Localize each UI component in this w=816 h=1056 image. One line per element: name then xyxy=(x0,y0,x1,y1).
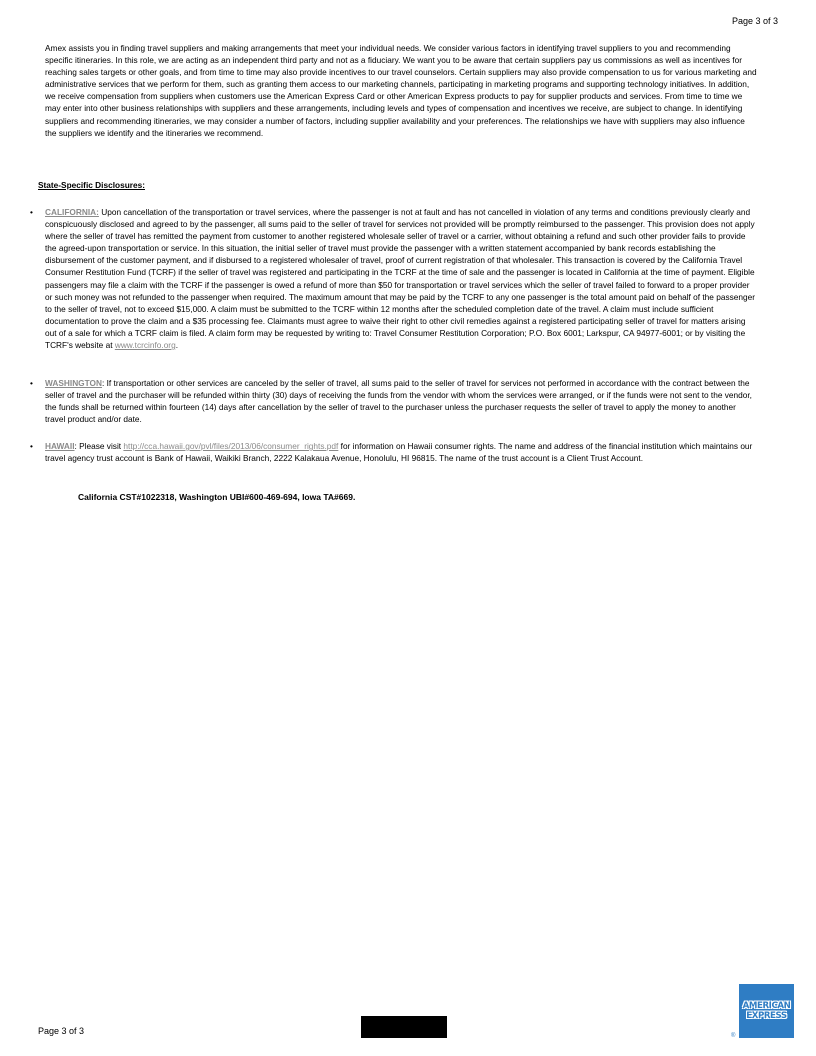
california-text-end: . xyxy=(175,340,179,351)
supplier-relationship-paragraph: Amex assists you in finding travel suppliers and making arrangements that meet your individual needs. We consider various factors in identifying travel suppliers to you and recommending specific itineraries. In this role, we are acting as an independent third party and not as a fiduciary. We want you to be aware that certain suppliers pay us commissions as well as incentives for reaching sales targets or other goals, and from time to time may also provide incentives to our travel counselors. Certain suppliers may also provide compensation to us for various marketing and administrative services that we perform for them, such as granting them access to our marketing channels, participating in marketing programs and supporting technology initiatives. In addition, we receive compensation from suppliers when customers use the American Express Card or other American Express products to pay for supplier products and services. From time to time we may enter into other business relationships with suppliers and these arrangements, including levels and types of compensation and incentives we receive, are subject to change. In identifying suppliers and recommending itineraries, we may consider a number of factors, including supplier availability and your preferences. The relationships we have with suppliers may also influence the suppliers we identify and the itineraries we recommend. xyxy=(45,43,757,138)
washington-label: WASHINGTON xyxy=(45,378,103,388)
license-numbers: California CST#1022318, Washington UBI#600-469-694, Iowa TA#669. xyxy=(78,492,356,502)
state-disclosures-heading: State-Specific Disclosures: xyxy=(38,180,145,190)
hawaii-disclosure xyxy=(45,440,757,464)
page-number-header: Page 3 of 3 xyxy=(731,16,778,26)
bullet-hawaii: • xyxy=(30,441,33,451)
hawaii-consumer-rights-link[interactable]: http://cca.hawaii.gov/pvl/files/2013/06/consumer_rights.pdf xyxy=(123,441,339,451)
california-text: Upon cancellation of the transportation or travel services, where the passenger is not at fault and has not cancelled in violation of any terms and conditions previously clearly and conspicuously disclosed and agreed to by the passenger, all sums paid to the seller of travel for services not provided will be promptly reimbursed to the passenger. This provision does not apply where the seller of travel has remitted the payment from customer to another registered wholesale seller of travel or a carrier, without obtaining a refund and such other provider fails to provide the agreed-upon transportation or service. In this situation, the initial seller of travel must provide the passenger with a written statement accompanied by bank records establishing the disbursement of the customer payment, and if disbursed to a registered wholesaler of travel, proof of current registration of that wholesaler. This transaction is covered by the California Travel Consumer Restitution Fund (TCRF) if the seller of travel was registered and participating in the TCRF at the time of sale and the passenger is located in California at the time of payment. Eligible passengers may file a claim with the TCRF if the passenger is owed a refund of more than $50 for transportation or travel services which the seller of travel failed to forward to a proper provider or such money was not refunded to the passenger when required. The maximum amount that may be paid by the TCRF to any one passenger is the total amount paid on behalf of the passenger to the seller of travel, not to exceed $15,000. A claim must be submitted to the TCRF within 12 months after the scheduled completion date of the travel. A claim must include sufficient documentation to prove the claim and a $35 processing fee. Claimants must agree to waive their right to other civil remedies against a registered participating seller of travel for matters arising out of a sale for which a TCRF claim is filed. A claim form may be requested by writing to: Travel Consumer Restitution Corporation; P.O. Box 6001; Larkspur, CA 94977-6001; or by visiting the TCRF's website at xyxy=(45,207,755,351)
tcrf-website-link[interactable]: www.tcrcinfo.org xyxy=(114,340,176,351)
bullet-california: • xyxy=(30,207,33,217)
registered-mark: ® xyxy=(731,1033,736,1039)
logo-line-express: EXPRESS xyxy=(746,1011,787,1021)
hawaii-text: for information on Hawaii consumer rights. The name and address of the financial institution which maintains our travel agency trust account is Bank of Hawaii, Waikiki Branch, 2222 Kalakaua Avenue, Honolulu, HI 96815. The name of the trust account is a Client Trust Account. xyxy=(45,441,753,464)
page-number-footer: Page 3 of 3 xyxy=(38,1025,85,1036)
american-express-logo xyxy=(739,984,794,1038)
hawaii-label: HAWAII xyxy=(45,441,75,451)
logo-line-american: AMERICAN xyxy=(742,1001,791,1011)
washington-text: : If transportation or other services are canceled by the seller of travel, all sums paid to the seller of travel for services not performed in accordance with the contract between the seller of travel and the purchaser will be refunded within thirty (30) days of receiving the funds from the vendor with whom the services were arranged, or if the funds were not sent to the vendor, the funds shall be returned within fourteen (14) days after cancellation by the seller of travel to the purchaser unless the purchaser requests the seller of travel to apply the money to another travel product and/or date. xyxy=(45,378,752,425)
bullet-washington: • xyxy=(30,378,33,388)
hawaii-pre: : Please visit xyxy=(74,441,124,451)
redaction-box xyxy=(361,1016,447,1038)
california-disclosure xyxy=(45,206,757,351)
california-label: CALIFORNIA: xyxy=(45,207,99,217)
washington-disclosure xyxy=(45,377,757,425)
